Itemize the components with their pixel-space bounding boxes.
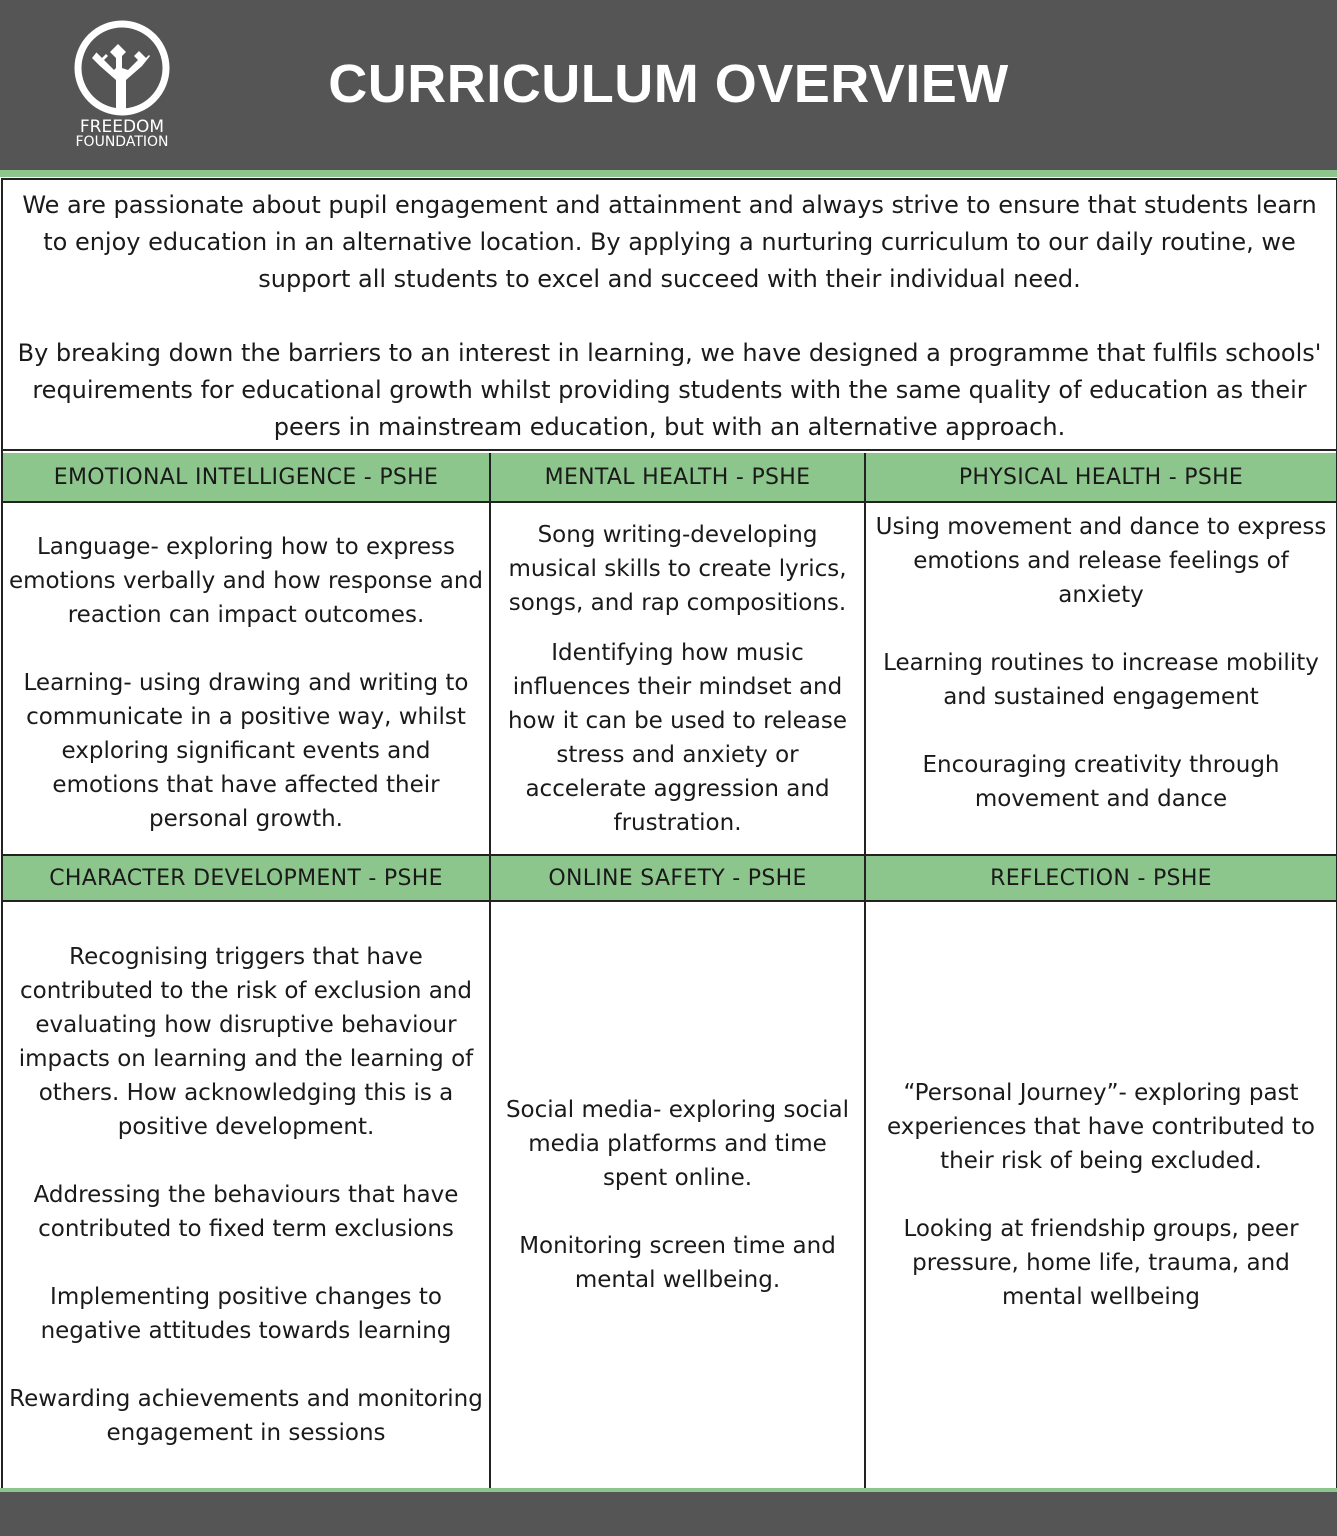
body-text: Looking at friendship groups, peer pressure, home life, trauma, and mental wellbeing bbox=[903, 1216, 1299, 1310]
section-body-row-1 bbox=[3, 503, 1336, 854]
logo-text-freedom: FREEDOM bbox=[79, 117, 165, 137]
heading-online-safety: ONLINE SAFETY - PSHE bbox=[548, 865, 807, 891]
section-body-row-2 bbox=[3, 902, 1336, 1488]
section-heading-row-2 bbox=[3, 854, 1336, 902]
body-text: “Personal Journey”- exploring past experiences that have contributed to their risk of being excluded. bbox=[886, 1080, 1316, 1174]
curriculum-table bbox=[1, 178, 1337, 1490]
body-text: Language- exploring how to express emotions verbally and how response and reaction can impact outcomes. bbox=[9, 533, 483, 628]
column-divider-1 bbox=[489, 453, 491, 1488]
body-text: Rewarding achievements and monitoring engagement in sessions bbox=[9, 1386, 483, 1446]
page-footer bbox=[0, 1488, 1337, 1536]
freedom-foundation-logo-icon bbox=[70, 18, 174, 118]
body-text: Implementing positive changes to negative attitudes towards learning bbox=[40, 1284, 452, 1344]
body-physical-health bbox=[866, 503, 1336, 854]
heading-physical-health: PHYSICAL HEALTH - PSHE bbox=[958, 464, 1244, 490]
freedom-foundation-logo bbox=[70, 18, 174, 152]
intro-paragraph-1: We are passionate about pupil engagement and attainment and always strive to ensure that students learn to enjoy education in an alternative location. By applying a nurturing curriculum to our daily routine, we support all students to excel and succeed with their individual need. bbox=[22, 191, 1317, 293]
body-emotional-intelligence bbox=[3, 503, 489, 854]
column-divider-2 bbox=[864, 453, 866, 1488]
heading-mental-health: MENTAL HEALTH - PSHE bbox=[544, 464, 811, 490]
footer-accent-stripe bbox=[0, 1488, 1337, 1492]
body-text: Monitoring screen time and mental wellbeing. bbox=[519, 1233, 836, 1293]
logo-text-foundation: FOUNDATION bbox=[75, 134, 169, 150]
heading-reflection: REFLECTION - PSHE bbox=[990, 865, 1212, 891]
page-title: CURRICULUM OVERVIEW bbox=[328, 54, 1009, 114]
body-mental-health bbox=[491, 503, 864, 854]
heading-emotional-intelligence: EMOTIONAL INTELLIGENCE - PSHE bbox=[53, 464, 439, 490]
body-text: Song writing-developing musical skills to create lyrics, songs, and rap compositions. bbox=[508, 521, 847, 616]
intro-paragraph-2: By breaking down the barriers to an interest in learning, we have designed a programme that fulfils schools' requirements for educational growth whilst providing students with the same quality of education as their peers in mainstream education, but with an alternative approach. bbox=[17, 339, 1322, 441]
body-character-development bbox=[3, 902, 489, 1488]
intro-section bbox=[3, 180, 1336, 451]
body-online-safety bbox=[491, 902, 864, 1488]
body-text: Identifying how music influences their mindset and how it can be used to release stress and anxiety or accelerate aggression and frustration. bbox=[507, 639, 848, 836]
section-heading-row-1 bbox=[3, 453, 1336, 503]
body-text: Social media- exploring social media platforms and time spent online. bbox=[505, 1097, 850, 1191]
body-reflection bbox=[866, 902, 1336, 1488]
heading-character-development: CHARACTER DEVELOPMENT - PSHE bbox=[49, 865, 443, 891]
header-accent-stripe bbox=[0, 170, 1337, 177]
body-text: Addressing the behaviours that have contributed to fixed term exclusions bbox=[33, 1182, 459, 1242]
body-text: Using movement and dance to express emotions and release feelings of anxiety bbox=[875, 513, 1327, 608]
page-header bbox=[0, 0, 1337, 170]
body-text: Learning- using drawing and writing to communicate in a positive way, whilst exploring significant events and emotions that have affected their personal growth. bbox=[23, 669, 469, 832]
body-text: Recognising triggers that have contributed to the risk of exclusion and evaluating how disruptive behaviour impacts on learning and the learning of others. How acknowledging this is a positive development. bbox=[18, 944, 474, 1140]
body-text: Encouraging creativity through movement and dance bbox=[922, 751, 1280, 812]
body-text: Learning routines to increase mobility and sustained engagement bbox=[883, 649, 1319, 710]
